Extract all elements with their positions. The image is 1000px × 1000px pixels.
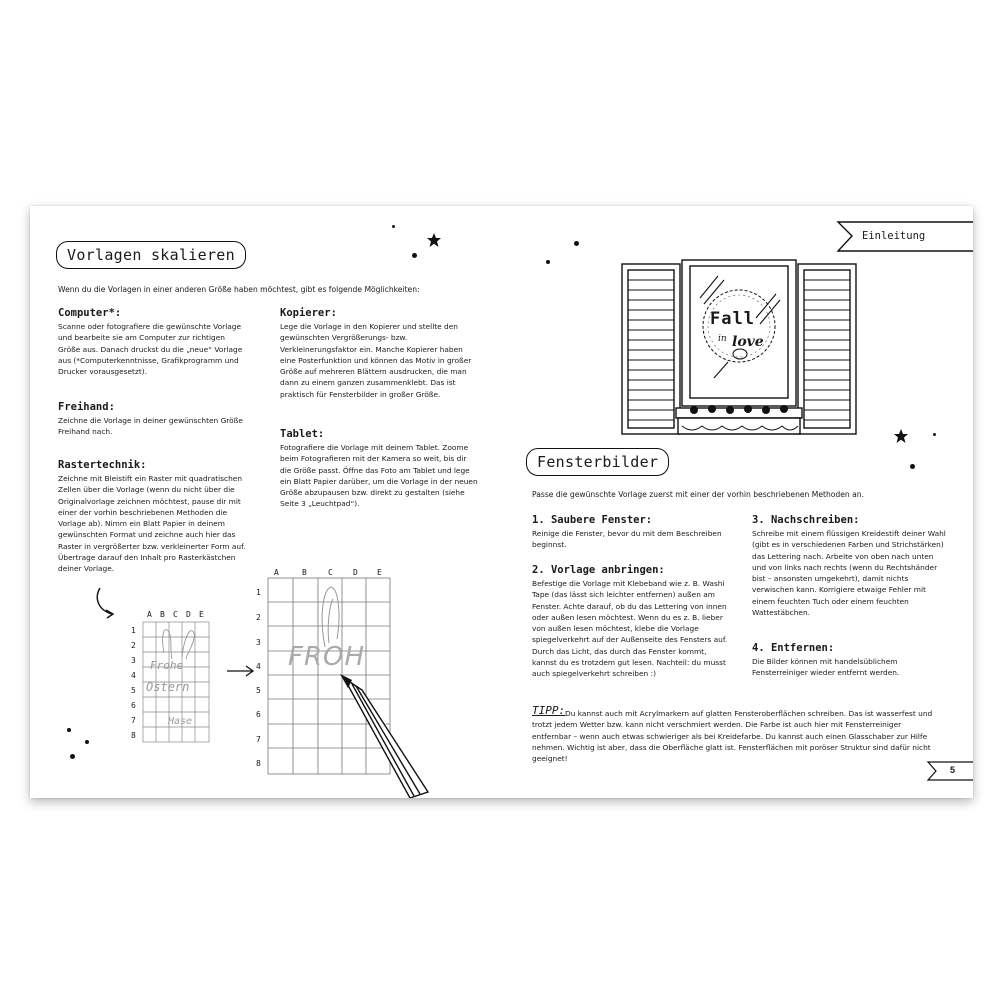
heading-freihand: Freihand: <box>58 401 115 413</box>
body-freihand: Zeichne die Vorlage in deiner gewünschten Größe Freihand nach. <box>58 416 243 437</box>
heading-tablet: Tablet: <box>280 428 325 440</box>
small-grid-row-3: 3 <box>131 656 136 665</box>
section-tab-label: Einleitung <box>862 230 926 242</box>
tip-text: Du kannst auch mit Acrylmarkern auf glatten Fensteroberflächen schreiben. Das ist wasserfest und trotzt jedem Wetter bzw. kann nicht verschmiert werden. Die Farbe ist auch hier mit Fensterreiniger entfernbar – wenn auch etwas schwieriger als bei Kreidefarbe. Du kannst auch einen Glasschaber zur Hilfe nehmen. Wichtig ist aber, dass die Oberfläche glatt ist. Fensterflächen mit poröser Struktur sind dafür nicht geeignet! <box>532 709 933 764</box>
large-grid-row-1: 1 <box>256 588 261 597</box>
heading-step2: 2. Vorlage anbringen: <box>532 564 665 576</box>
small-grid-row-1: 1 <box>131 626 136 635</box>
star-icon <box>426 232 442 248</box>
heading-computer: Computer*: <box>58 307 122 319</box>
body-step1: Reinige die Fenster, bevor du mit dem Beschreiben beginnst. <box>532 529 722 550</box>
large-grid-row-3: 3 <box>256 638 261 647</box>
window-lettering-2: in <box>718 334 727 344</box>
curved-arrow-icon <box>92 586 122 620</box>
window-shutter-illustration <box>618 258 858 448</box>
dot-icon <box>70 754 75 759</box>
small-grid-row-7: 7 <box>131 716 136 725</box>
heading-step1: 1. Saubere Fenster: <box>532 514 653 526</box>
heading-raster: Rastertechnik: <box>58 459 147 471</box>
small-grid-col-c: C <box>173 610 178 619</box>
large-grid-row-4: 4 <box>256 662 261 671</box>
heading-step4: 4. Entfernen: <box>752 642 835 654</box>
small-grid-row-6: 6 <box>131 701 136 710</box>
small-grid-row-8: 8 <box>131 731 136 740</box>
intro-left: Wenn du die Vorlagen in einer anderen Größe haben möchtest, gibt es folgende Möglichkeiten: <box>58 285 420 294</box>
right-arrow-icon <box>226 664 256 678</box>
dot-icon <box>412 253 417 258</box>
small-grid-lettering-3: Hase <box>168 716 193 727</box>
page-title-right: Fensterbilder <box>526 448 669 476</box>
small-grid-lettering-1: Frohe <box>150 659 184 672</box>
large-grid-row-6: 6 <box>256 710 261 719</box>
heading-kopierer: Kopierer: <box>280 307 337 319</box>
heading-step3: 3. Nachschreiben: <box>752 514 860 526</box>
page-number: 5 <box>950 765 956 775</box>
large-grid-row-2: 2 <box>256 613 261 622</box>
small-grid-col-b: B <box>160 610 165 619</box>
large-grid-lettering: FROH <box>288 642 366 672</box>
star-icon <box>893 428 909 444</box>
body-step3: Schreibe mit einem flüssigen Kreidestift deiner Wahl (gibt es in verschiedenen Farben und Strichstärken) das Lettering nach. Arbeite von oben nach unten und von links nach rechts (wenn du Rechtshänder bist – ansonsten umgekehrt), damit nichts verwischen kann. Korrigiere etwaige Fehler mit einem feuchten Tuch oder einem feuchten Wattestäbchen. <box>752 529 946 618</box>
large-grid-col-b: B <box>302 568 307 577</box>
tip-label: TIPP: <box>532 704 566 717</box>
window-lettering-3: love <box>732 334 764 350</box>
dot-icon <box>392 225 395 228</box>
pencil-icon <box>338 674 430 798</box>
body-step4: Die Bilder können mit handelsüblichem Fensterreiniger wieder entfernt werden. <box>752 657 900 678</box>
large-grid-col-c: C <box>328 568 333 577</box>
dot-icon <box>933 433 936 436</box>
body-step2: Befestige die Vorlage mit Klebeband wie z. B. Washi Tape (das lässt sich leichter entfernen) außen am Fenster. Achte darauf, ob du das Lettering von innen oder außen lesen möchtest. Wenn du es z. B. lieber von außen lesen möchtest, klebe die Vorlage spiegelverkehrt auf der Außenseite des Fensters auf. Durch das Licht, das durch das Fenster kommt, kannst du es trotzdem gut lesen. Nachteil: du musst auch spiegelverkehrt schreiben :) <box>532 579 728 679</box>
dot-icon <box>85 740 89 744</box>
body-kopierer: Lege die Vorlage in den Kopierer und stellte den gewünschten Vergrößerungs- bzw. Verkleinerungsfaktor ein. Manche Kopierer haben eine Posterfunktion und können das Motiv in großer Größe auf mehreren Blättern ausdrucken, die man dann zu einem ganzen zusammenklebt. Das ist praktisch für Fensterbilder in großer Größe. <box>280 322 472 399</box>
page-title-left: Vorlagen skalieren <box>56 241 246 269</box>
intro-right: Passe die gewünschte Vorlage zuerst mit einer der vorhin beschriebenen Methoden an. <box>532 490 865 499</box>
small-grid-col-e: E <box>199 610 204 619</box>
body-tablet: Fotografiere die Vorlage mit deinem Tablet. Zoome beim Fotografieren mit der Kamera so weit, bis dir die Größe passt. Öffne das Foto am Tablet und lege ein Blatt Papier darüber, um die Vorlage in der neuen Größe abzupausen bzw. direkt zu gestalten (siehe Seite 3 „Leuchtpad“). <box>280 443 478 509</box>
large-grid-col-e: E <box>377 568 382 577</box>
dot-icon <box>910 464 915 469</box>
dot-icon <box>574 241 579 246</box>
small-grid-col-a: A <box>147 610 152 619</box>
large-grid-col-d: D <box>353 568 358 577</box>
small-grid-col-d: D <box>186 610 191 619</box>
body-raster: Zeichne mit Bleistift ein Raster mit quadratischen Zellen über die Vorlage (wenn du nicht über die Originalvorlage zeichnen möchtest, pause dir mit einer der vorhin beschriebenen Methoden die Vorlage ab). Nimm ein Blatt Papier in deinem gewünschten Format und zeichne auch hier das Raster in vergrößerter bzw. verkleinerter Form auf. Übertrage darauf den Inhalt pro Rasterkästchen deiner Vorlage. <box>58 474 246 574</box>
window-lettering-1: Fall <box>710 309 755 329</box>
book-spread <box>30 206 973 798</box>
small-grid-row-5: 5 <box>131 686 136 695</box>
small-grid-row-2: 2 <box>131 641 136 650</box>
large-grid-col-a: A <box>274 568 279 577</box>
small-grid-lettering-2: Ostern <box>146 680 190 694</box>
large-grid-row-5: 5 <box>256 686 261 695</box>
large-grid-row-8: 8 <box>256 759 261 768</box>
small-grid-row-4: 4 <box>131 671 136 680</box>
dot-icon <box>67 728 71 732</box>
large-grid-row-7: 7 <box>256 735 261 744</box>
body-computer: Scanne oder fotografiere die gewünschte Vorlage und bearbeite sie am Computer zur richtigen Größe aus. Danach druckst du die „neue“ Vorlage aus (*Computerkenntnisse, Grafikprogramm und Drucker vorausgesetzt). <box>58 322 243 377</box>
dot-icon <box>546 260 550 264</box>
